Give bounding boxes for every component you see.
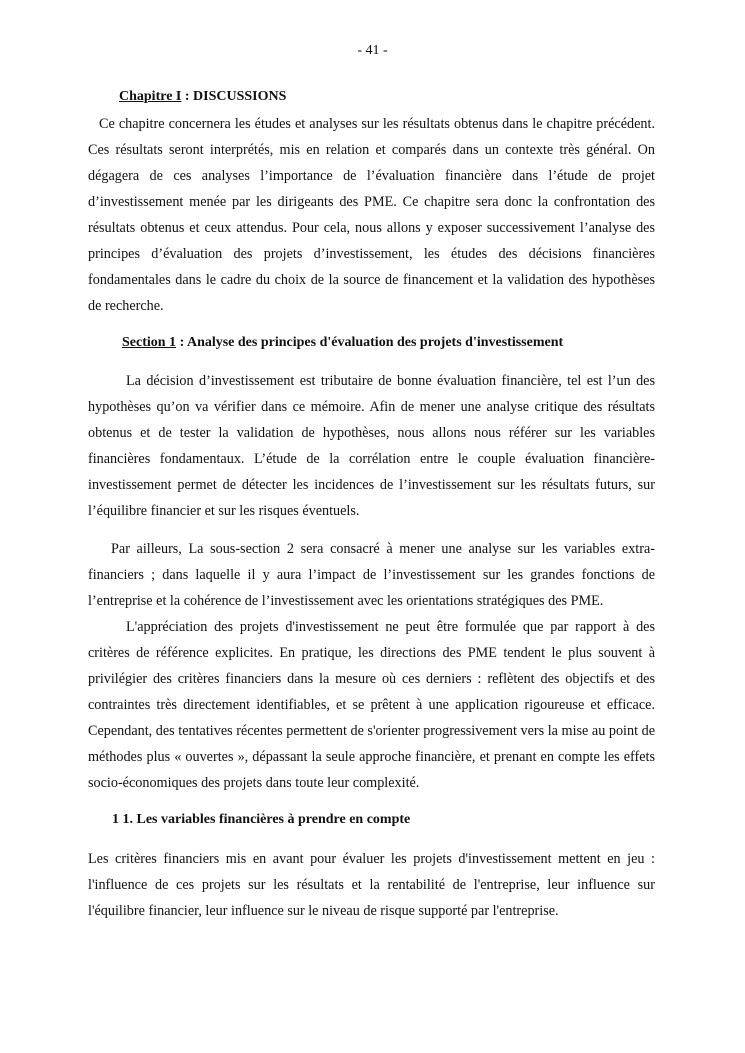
subsection-heading: 1 1. Les variables financières à prendre en compte — [112, 812, 411, 827]
section-label: Section 1 — [122, 335, 177, 350]
chapter-label: Chapitre I — [119, 89, 182, 104]
page-number: - 41 - — [357, 43, 388, 58]
chapter-title: : DISCUSSIONS — [181, 89, 287, 104]
section-paragraph-2: Par ailleurs, La sous-section 2 sera consacré à mener une analyse sur les variables extra-financiers ; dans laquelle il y aura l’impact de l’investissement sur les grandes fonctions de l’entreprise et la cohérence de l’investissement avec les orientations stratégiques des PME. — [88, 541, 655, 609]
section-paragraph-1: La décision d’investissement est tributaire de bonne évaluation financière, tel est l’un des hypothèses qu’on va vérifier dans ce mémoire. Afin de mener une analyse critique des résultats obtenus et de tester la validation de hypothèses, nous allons nous référer sur les variables financières fondamentaux. L’étude de la corrélation entre le couple évaluation financière- investissement permet de détecter les incidences de l’investissement sur les résultats futurs, sur l’équilibre financier et sur les risques éventuels. — [88, 373, 655, 519]
chapter-heading — [119, 89, 286, 105]
section-paragraph-3: L'appréciation des projets d'investissement ne peut être formulée que par rapport à des critères de référence explicites. En pratique, les directions des PME tendent le plus souvent à privilégier des critères financiers dans la mesure où ces derniers : reflètent des objectifs et des contraintes très directement identifiables, et se prêtent à une application rigoureuse et efficace. Cependant, des tentatives récentes permettent de s'orienter progressivement vers la mise au point de méthodes plus « ouvertes », dépassant la seule approche financière, et prenant en compte les effets socio-économiques des projets dans toute leur complexité. — [88, 619, 655, 791]
chapter-intro-paragraph: Ce chapitre concernera les études et analyses sur les résultats obtenus dans le chapitre précédent. Ces résultats seront interprétés, mis en relation et comparés dans un contexte très général. On dégagera de ces analyses l’importance de l’évaluation financière dans l’étude de projet d’investissement menée par les dirigeants des PME. Ce chapitre sera donc la confrontation des résultats obtenus et ceux attendus. Pour cela, nous allons y exposer successivement l’analyse des principes d’évaluation des projets d’investissement, les études des décisions financières fondamentales dans le cadre du choix de la source de financement et la validation des hypothèses de recherche. — [88, 116, 655, 314]
section-title: : Analyse des principes d'évaluation des projets d'investissement — [176, 335, 564, 350]
section-heading — [122, 335, 563, 351]
subsection-paragraph: Les critères financiers mis en avant pour évaluer les projets d'investissement mettent en jeu : l'influence de ces projets sur les résultats et la rentabilité de l'entreprise, leur influence sur l'équilibre financier, leur influence sur le niveau de risque supporté par l'entreprise. — [88, 851, 655, 919]
